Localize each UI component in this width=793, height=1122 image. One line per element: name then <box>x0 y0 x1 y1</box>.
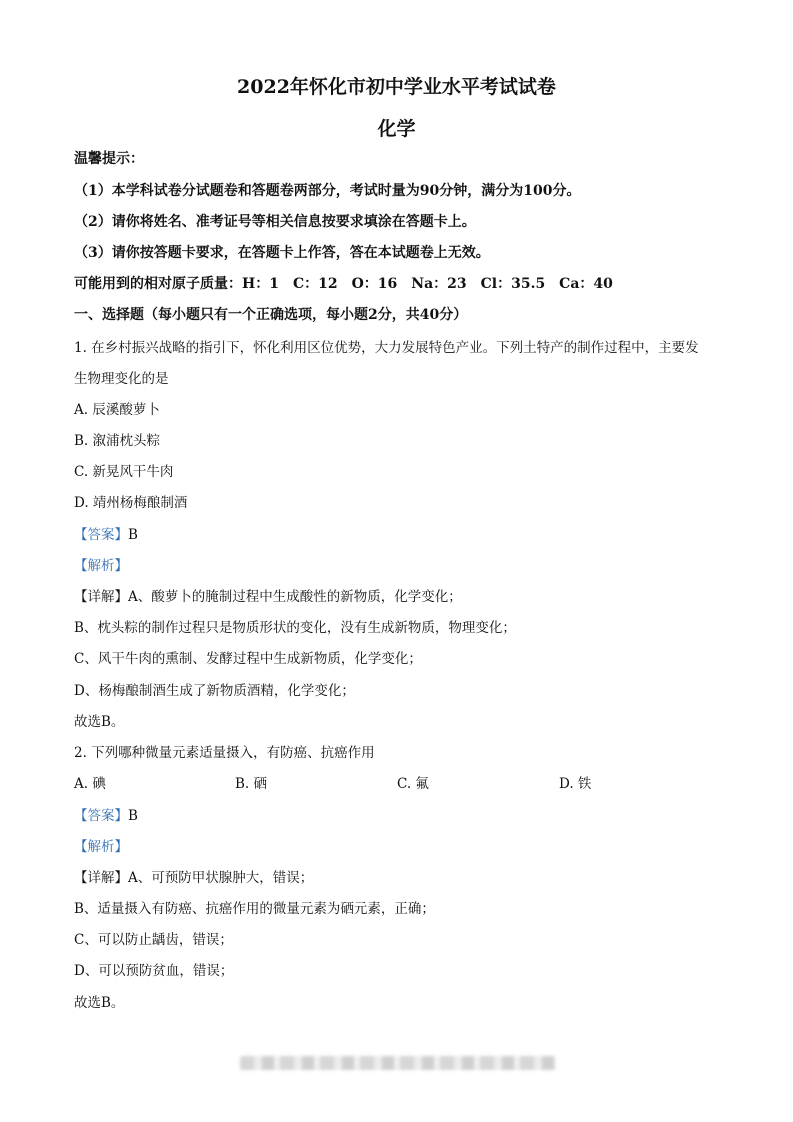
q1-stem-line2: 生物理变化的是 <box>74 371 169 387</box>
q1-option-b: B. 溆浦枕头粽 <box>74 433 161 449</box>
tip-item: （1）本学科试卷分试题卷和答题卷两部分，考试时量为90分钟，满分为100分。 <box>74 183 581 199</box>
q1-option-d: D. 靖州杨梅酿制酒 <box>74 495 188 511</box>
q2-detail-line: D、可以预防贫血，错误； <box>74 963 234 979</box>
detail-text: A、酸萝卜的腌制过程中生成酸性的新物质，化学变化； <box>128 589 462 605</box>
q2-option-c: C. 氟 <box>397 776 429 792</box>
q2-option-b: B. 硒 <box>235 776 268 792</box>
q2-detail-line: C、可以防止龋齿，错误； <box>74 932 233 948</box>
q1-option-a: A. 辰溪酸萝卜 <box>74 402 160 418</box>
detail-tag: 【详解】 <box>74 870 128 886</box>
q1-conclusion: 故选B。 <box>74 714 125 730</box>
tip-item: （2）请你将姓名、准考证号等相关信息按要求填涂在答题卡上。 <box>74 214 476 230</box>
q2-detail-line: B、适量摄入有防癌、抗癌作用的微量元素为硒元素，正确； <box>74 901 435 917</box>
detail-text: A、可预防甲状腺肿大，错误； <box>128 870 314 886</box>
q1-option-c: C. 新晃风干牛肉 <box>74 464 174 480</box>
answer-tag: 【答案】 <box>74 808 128 824</box>
tips-heading: 温馨提示： <box>74 151 144 167</box>
blurred-footer-watermark <box>240 1056 556 1070</box>
q1-detail-line: B、枕头粽的制作过程只是物质形状的变化，没有生成新物质，物理变化； <box>74 620 516 636</box>
q2-stem: 2. 下列哪种微量元素适量摄入，有防癌、抗癌作用 <box>74 745 375 761</box>
q1-answer <box>74 526 138 544</box>
atomic-mass-line: 可能用到的相对原子质量：H：1 C：12 O：16 Na：23 Cl：35.5 Ca：40 <box>74 276 613 292</box>
answer-value: B <box>128 808 138 824</box>
q1-detail-line <box>74 588 462 606</box>
detail-tag: 【详解】 <box>74 589 128 605</box>
answer-tag: 【答案】 <box>74 527 128 543</box>
q1-detail-line: D、杨梅酿制酒生成了新物质酒精，化学变化； <box>74 683 355 699</box>
q1-detail-line: C、风干牛肉的熏制、发酵过程中生成新物质，化学变化； <box>74 651 422 667</box>
q2-option-d: D. 铁 <box>559 776 592 792</box>
q2-detail-line <box>74 869 313 887</box>
subject-title: 化学 <box>377 118 416 140</box>
q2-answer <box>74 807 138 825</box>
q2-analysis-tag: 【解析】 <box>74 839 128 855</box>
tip-item: （3）请你按答题卡要求，在答题卡上作答，答在本试题卷上无效。 <box>74 245 490 261</box>
q1-stem-line1: 1. 在乡村振兴战略的指引下，怀化利用区位优势，大力发展特色产业。下列土特产的制作过程中，主要发 <box>74 340 699 356</box>
q2-option-a: A. 碘 <box>74 776 106 792</box>
q2-conclusion: 故选B。 <box>74 995 125 1011</box>
q1-analysis-tag: 【解析】 <box>74 558 128 574</box>
answer-value: B <box>128 527 138 543</box>
exam-title: 2022年怀化市初中学业水平考试试卷 <box>237 76 556 98</box>
section-heading: 一、选择题（每小题只有一个正确选项，每小题2分，共40分） <box>74 307 468 323</box>
